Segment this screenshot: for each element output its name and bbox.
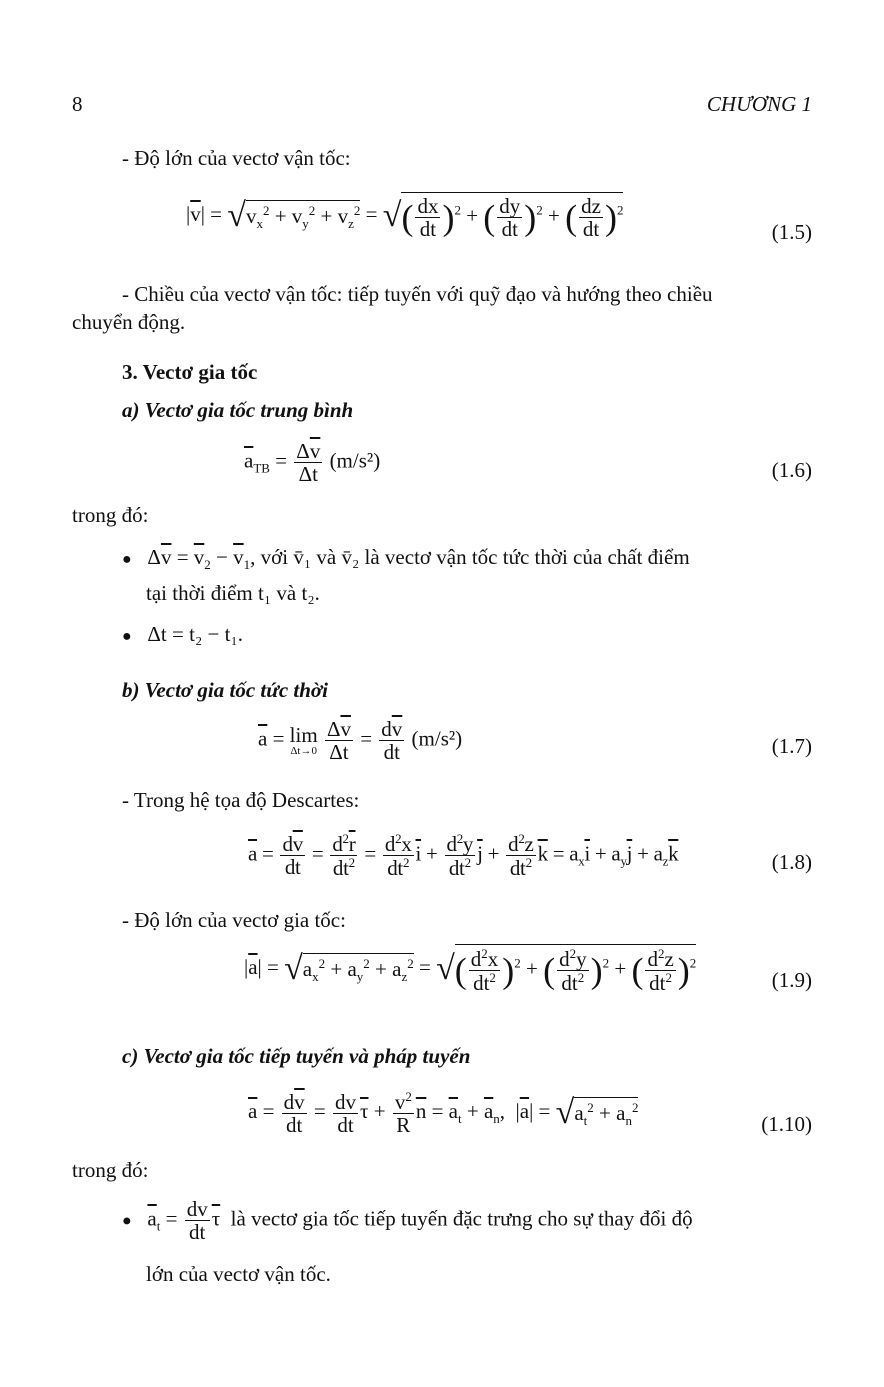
bullet-1-line-2: tại thời điểm t₁ và t₂. — [146, 581, 320, 605]
unit-ms2: (m/s²) — [411, 726, 463, 751]
where-label-2: trong đó: — [72, 1158, 149, 1182]
equation-1-7: $\overline{a}$ = lim Δt→0 $\frac{\Delta\overline{v}}{\Delta t}$ = $\frac{d\overline{v}}{dt}$ (m/s²) — [258, 717, 463, 765]
chapter-header: CHƯƠNG 1 — [706, 92, 812, 116]
subsection-b-heading: b) Vectơ gia tốc tức thời — [122, 678, 329, 702]
where-label-1: trong đó: — [72, 503, 149, 527]
equation-1-9: $|\overline{a}| = √a_x^2 + a_y^2 + a_z^2$ = √( $\frac{d^2x}{dt^2}$ )$^2$ + ( $\frac{d^2y}{dt^2}$ )$^2$ + ( $\frac{d^2z}{dt^2}$ )$^2$ — [244, 946, 697, 996]
equation-number-1-7: (1.7) — [771, 734, 812, 758]
bullet-1-text: , với v̄₁ và v̄₂ là vectơ vận tốc tức thời của chất điểm — [250, 545, 690, 569]
equation-number-1-9: (1.9) — [771, 968, 812, 992]
direction-line-2: chuyển động. — [72, 310, 186, 334]
bullet-3-line-2: lớn của vectơ vận tốc. — [146, 1262, 331, 1286]
equation-number-1-8: (1.8) — [771, 850, 812, 874]
bullet-2 — [122, 622, 243, 647]
accel-magnitude-line: - Độ lớn của vectơ gia tốc: — [122, 908, 346, 932]
equation-1-8: $\overline{a}$ = $\frac{d\overline{v}}{dt}$ = $\frac{d^2\overline{r}}{dt^2}$ = $\frac{d^2x}{dt^2}$ $\overline{i}$ + $\frac{d^2y}{dt^2}$ $\overline{j}$ + $\frac{d^2z}{dt^2}$ $\overline{k} = a_x\overline{i} + a_y\overline{j} + a_z\overline{k}$ — [248, 831, 679, 881]
bullet-dot: ● — [122, 1212, 132, 1230]
bullet-3-text: là vectơ gia tốc tiếp tuyến đặc trưng cho sự thay đổi độ — [230, 1206, 693, 1231]
unit-ms2: (m/s²) — [329, 448, 381, 473]
equation-1-6: $\overline{a}_{TB}$ = $\frac{\Delta\overline{v}}{\Delta t}$ (m/s²) — [244, 439, 381, 487]
direction-line-1: - Chiều của vectơ vận tốc: tiếp tuyến với quỹ đạo và hướng theo chiều — [122, 282, 713, 306]
equation-number-1-10: (1.10) — [761, 1112, 812, 1136]
section-3-heading: 3. Vectơ gia tốc — [122, 360, 258, 384]
subsection-c-heading: c) Vectơ gia tốc tiếp tuyến và pháp tuyến — [122, 1044, 471, 1068]
speed-magnitude-line: - Độ lớn của vectơ vận tốc: — [122, 146, 351, 170]
bullet-dot: ● — [122, 551, 132, 568]
bullet-dot: ● — [122, 628, 132, 645]
subsection-a-heading: a) Vectơ gia tốc trung bình — [122, 398, 354, 422]
equation-1-5: $|\overline{v}| = √v_x^2 + v_y^2 + v_z^2$ = √( $\frac{dx}{dt}$ )$^2$ + ( $\frac{dy}{dt}$ )$^2$ + ( $\frac{dz}{dt}$ )$^2$ — [186, 194, 624, 242]
equation-number-1-6: (1.6) — [771, 458, 812, 482]
equation-number-1-5: (1.5) — [771, 220, 812, 244]
equation-1-10: $\overline{a}$ = $\frac{d\overline{v}}{dt}$ = $\frac{dv}{dt}$ $\overline{\tau}$ + $\frac{v^2}{R}$ $\overline{n} = \overline{a}_t + \overline{a}_n$, $|\overline{a}| = √a_t^2 + a_n^2$ — [248, 1089, 639, 1138]
bullet-1: ● $\Delta\overline{v} = \overline{v}_2 - \overline{v}_1$, với v̄₁ và v̄₂ là vectơ vận tốc tức thời của chất điểm — [122, 545, 690, 573]
bullet-2-text: Δt = t₂ − t₁. — [147, 622, 244, 646]
page-number: 8 — [72, 92, 83, 116]
descartes-line: - Trong hệ tọa độ Descartes: — [122, 788, 360, 812]
bullet-3: ● $\overline{a}_t$ = $\frac{dv}{dt}$ $\overline{\tau}$ là vectơ gia tốc tiếp tuyến đặc trưng cho sự thay đổi độ — [122, 1197, 693, 1245]
